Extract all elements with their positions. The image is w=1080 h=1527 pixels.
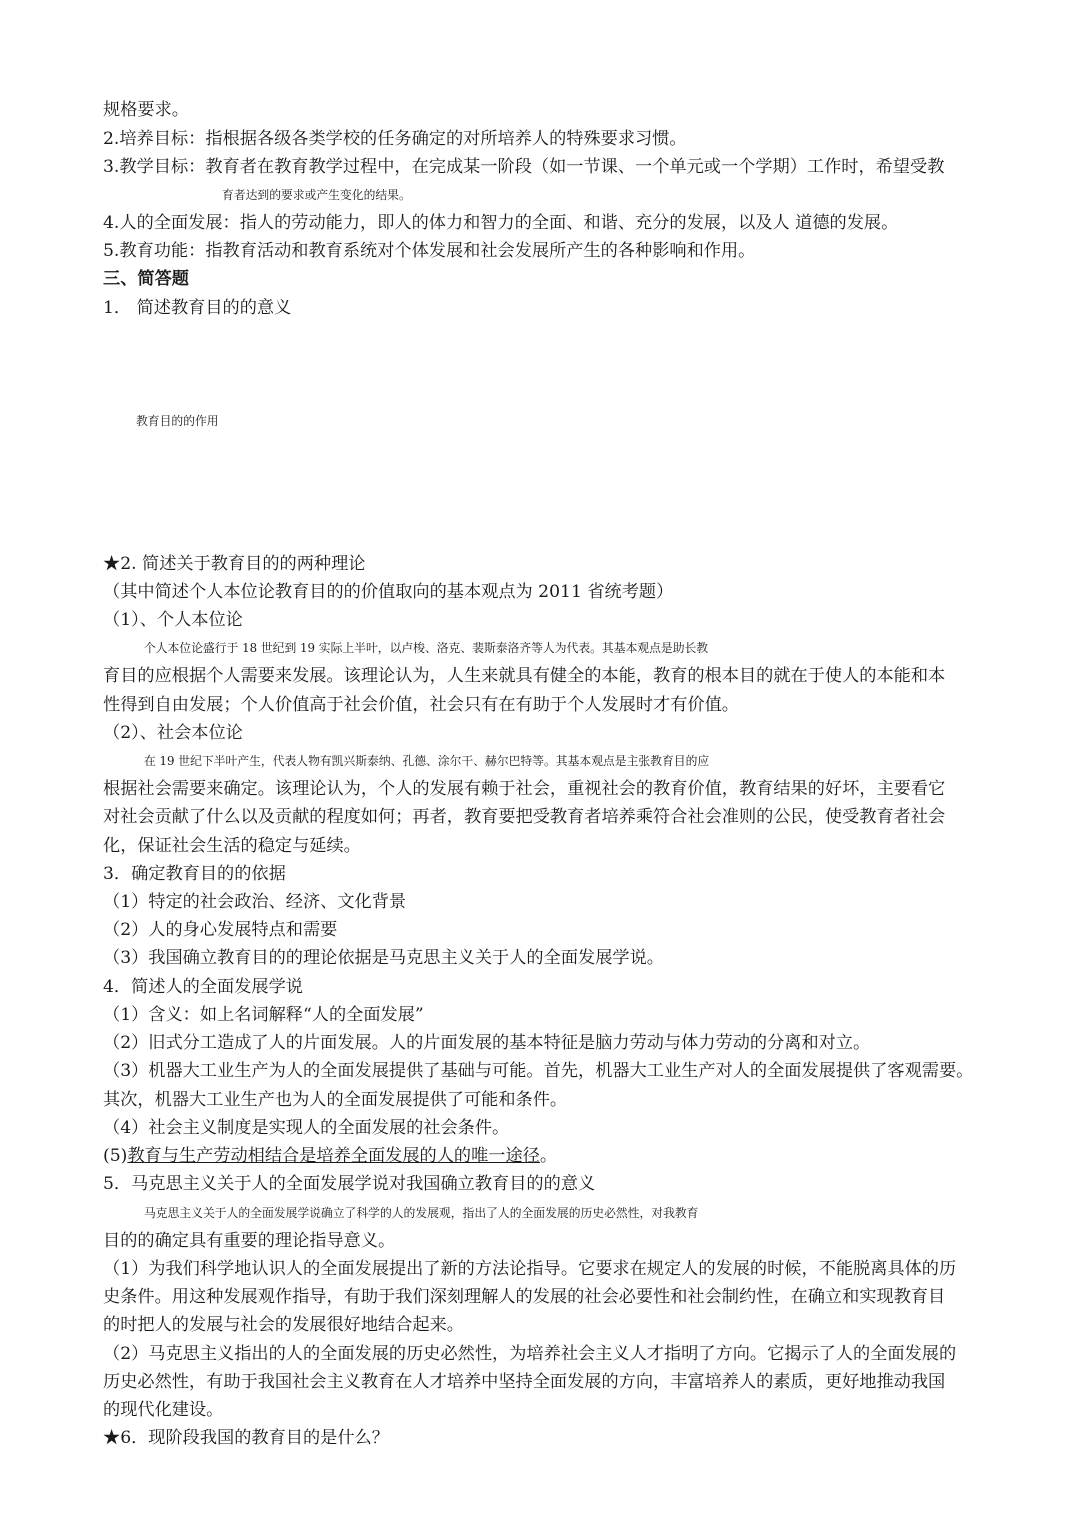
term-definition-continued: 育者达到的要求或产生变化的结果。 [222,188,411,202]
underlined-text: 教育与生产劳动相结合是培养全面发展的人的唯一途径 [127,1146,540,1166]
text-line: 规格要求。 [103,100,189,120]
list-item-punctuation: 。 [539,1146,558,1166]
question-title: 4．简述人的全面发展学说 [103,977,303,997]
list-item: （1）特定的社会政治、经济、文化背景 [103,892,407,912]
term-definition: 4.人的全面发展：指人的劳动能力，即人的体力和智力的全面、和谐、充分的发展，以及人 道德的发展。 [103,213,899,233]
term-definition: 3.教学目标：教育者在教育教学过程中，在完成某一阶段（如一节课、一个单元或一个学期）工作时，希望受教 [103,157,945,177]
question-title: ★2. 简述关于教育目的的两种理论 [103,554,366,574]
paragraph-line: 历史必然性，有助于我国社会主义教育在人才培养中坚持全面发展的方向，丰富培养人的素质，更好地推动我国 [103,1372,946,1392]
subsection-title: （2）、社会本位论 [103,723,243,743]
question-subtitle: 教育目的的作用 [136,414,219,428]
paragraph-line: 目的的确定具有重要的理论指导意义。 [103,1231,396,1251]
paragraph-line: 马克思主义关于人的全面发展学说确立了科学的人的发展观，指出了人的全面发展的历史必然性，对我教育 [144,1206,699,1220]
paragraph-line: 性得到自由发展；个人价值高于社会价值，社会只有在有助于个人发展时才有价值。 [103,695,739,715]
list-item: （2）马克思主义指出的人的全面发展的历史必然性，为培养社会主义人才指明了方向。它揭示了人的全面发展的 [103,1344,957,1364]
list-item-continued: 其次，机器大工业生产也为人的全面发展提供了可能和条件。 [103,1090,568,1110]
list-item: （3）我国确立教育目的的理论依据是马克思主义关于人的全面发展学说。 [103,948,664,968]
paragraph-line: 化，保证社会生活的稳定与延续。 [103,836,361,856]
paragraph-line: 的现代化建设。 [103,1400,224,1420]
question-title: 5．马克思主义关于人的全面发展学说对我国确立教育目的的意义 [103,1174,596,1194]
question-title: 1． 简述教育目的的意义 [103,298,292,318]
question-note: （其中简述个人本位论教育目的的价值取向的基本观点为 2011 省统考题） [103,582,674,602]
list-item: （1）含义：如上名词解释“人的全面发展” [103,1005,424,1025]
list-item: （3）机器大工业生产为人的全面发展提供了基础与可能。首先，机器大工业生产对人的全面发展提供了客观需要。 [103,1061,974,1081]
paragraph-line: 育目的应根据个人需要来发展。该理论认为，人生来就具有健全的本能，教育的根本目的就在于使人的本能和本 [103,666,946,686]
paragraph-line: 个人本位论盛行于 18 世纪到 19 实际上半叶，以卢梭、洛克、裴斯泰洛齐等人为代表。其基本观点是助长教 [144,641,709,655]
paragraph-line: 对社会贡献了什么以及贡献的程度如何；再者，教育要把受教育者培养乘符合社会准则的公民，使受教育者社会 [103,807,946,827]
list-item: （4）社会主义制度是实现人的全面发展的社会条件。 [103,1118,510,1138]
list-item [103,1145,1048,1167]
paragraph-line: 在 19 世纪下半叶产生，代表人物有凯兴斯泰纳、孔德、涂尔干、赫尔巴特等。其基本观点是主张教育目的应 [144,754,710,768]
paragraph-line: 史条件。用这种发展观作指导，有助于我们深刻理解人的发展的社会必要性和社会制约性，在确立和实现教育目 [103,1287,946,1307]
question-title: 3．确定教育目的的依据 [103,864,286,884]
list-item: （1）为我们科学地认识人的全面发展提出了新的方法论指导。它要求在规定人的发展的时候，不能脱离具体的历 [103,1259,957,1279]
subsection-title: （1）、个人本位论 [103,610,243,630]
list-item: （2）旧式分工造成了人的片面发展。人的片面发展的基本特征是脑力劳动与体力劳动的分离和对立。 [103,1033,871,1053]
paragraph-line: 的时把人的发展与社会的发展很好地结合起来。 [103,1315,464,1335]
question-title: ★6．现阶段我国的教育目的是什么？ [103,1428,389,1448]
term-definition: 2.培养目标：指根据各级各类学校的任务确定的对所培养人的特殊要求习惯。 [103,129,687,149]
section-heading: 三、简答题 [103,269,189,289]
term-definition: 5.教育功能：指教育活动和教育系统对个体发展和社会发展所产生的各种影响和作用。 [103,241,756,261]
paragraph-line: 根据社会需要来确定。该理论认为，个人的发展有赖于社会，重视社会的教育价值，教育结果的好坏，主要看它 [103,779,946,799]
list-item: （2）人的身心发展特点和需要 [103,920,338,940]
list-item-number: (5) [103,1146,128,1166]
